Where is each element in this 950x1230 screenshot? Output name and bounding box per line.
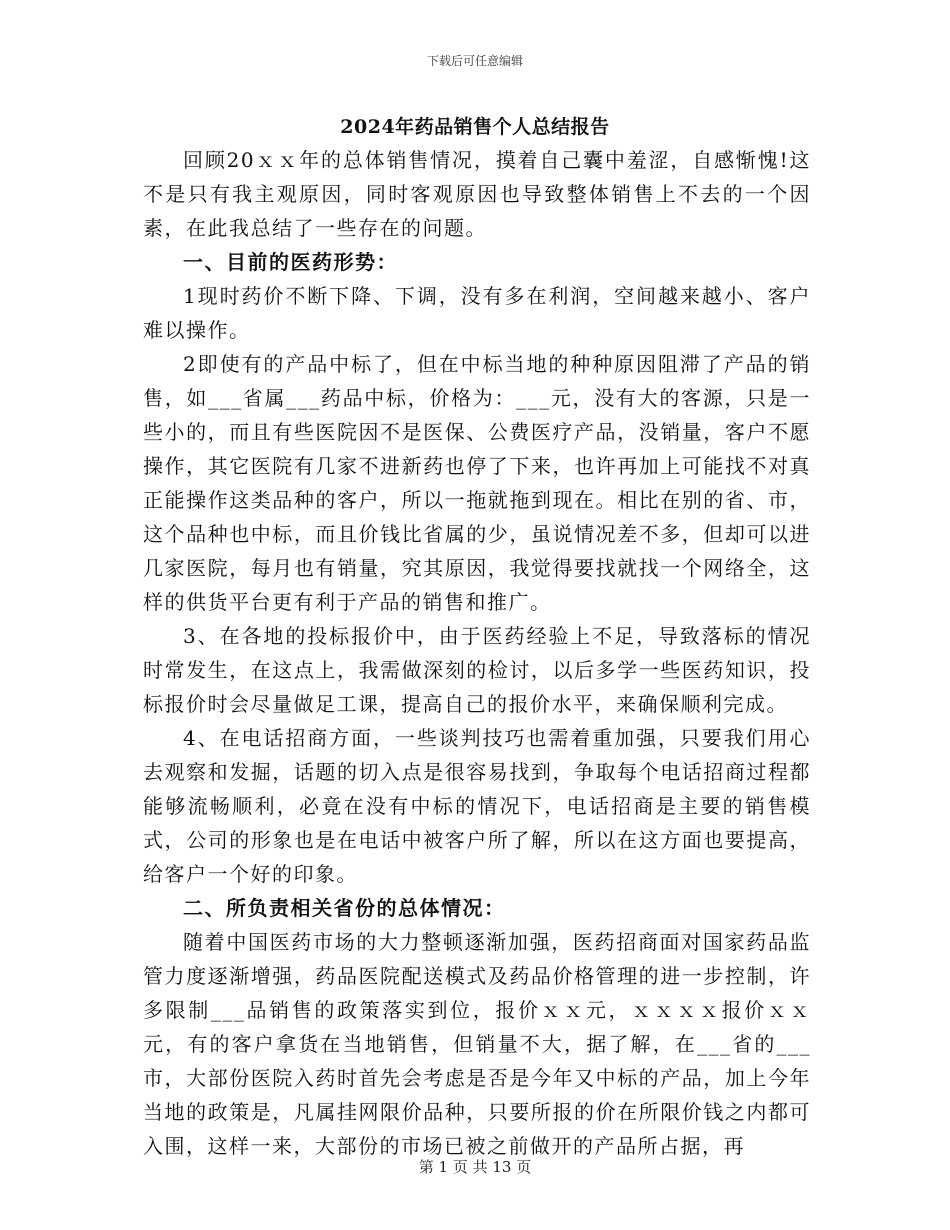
section-heading-2: 二、所负责相关省份的总体情况：: [183, 896, 506, 920]
section-heading-1: 一、目前的医药形势：: [183, 250, 398, 274]
body-paragraph: 4、在电话招商方面，一些谈判技巧也需着重加强，只要我们用心去观察和发掘，话题的切入点是很容易找到，争取每个电话招商过程都能够流畅顺利，必竟在没有中标的情况下，电话招商是主要的销售模式，公司的形象也是在电话中被客户所了解，所以在这方面也要提高，给客户一个好的印象。: [143, 726, 811, 886]
page-number: 第 1 页 共 13 页: [418, 1158, 532, 1176]
body-paragraph: 2即使有的产品中标了，但在中标当地的种种原因阻滞了产品的销售，如___省属___药品中标，价格为：___元，没有大的客源，只是一些小的，而且有些医院因不是医保、公费医疗产品，没销量，客户不愿操作，其它医院有几家不进新药也停了下来，也许再加上可能找不对真正能操作这类品种的客户，所以一拖就拖到现在。相比在别的省、市，这个品种也中标，而且价钱比省属的少，虽说情况差不多，但却可以进几家医院，每月也有销量，究其原因，我觉得要找就找一个网络全，这样的供货平台更有利于产品的销售和推广。: [143, 352, 811, 614]
body-paragraph: 1现时药价不断下降、下调，没有多在利润，空间越来越小、客户难以操作。: [143, 284, 811, 342]
document-title: 2024年药品销售个人总结报告: [340, 116, 610, 138]
document-body: [143, 143, 811, 1163]
body-paragraph: 随着中国医药市场的大力整顿逐渐加强，医药招商面对国家药品监管力度逐渐增强，药品医院配送模式及药品价格管理的进一步控制，许多限制___品销售的政策落实到位，报价ｘｘ元，ｘｘｘｘ报价ｘｘ元，有的客户拿货在当地销售，但销量不大，据了解，在___省的___市，大部份医院入药时首先会考虑是否是今年又中标的产品，加上今年当地的政策是，凡属挂网限价品种，只要所报的价在所限价钱之内都可入围，这样一来，大部份的市场已被之前做开的产品所占据，再: [143, 930, 811, 1158]
page-header-note: 下载后可任意编辑: [426, 54, 523, 68]
intro-paragraph: 回顾20ｘｘ年的总体销售情况，摸着自己囊中羞涩，自感惭愧!这不是只有我主观原因，同时客观原因也导致整体销售上不去的一个因素，在此我总结了一些存在的问题。: [143, 148, 811, 240]
body-paragraph: 3、在各地的投标报价中，由于医药经验上不足，导致落标的情况时常发生，在这点上，我需做深刻的检讨，以后多学一些医药知识，投标报价时会尽量做足工课，提高自己的报价水平，来确保顺利完成。: [143, 624, 811, 716]
